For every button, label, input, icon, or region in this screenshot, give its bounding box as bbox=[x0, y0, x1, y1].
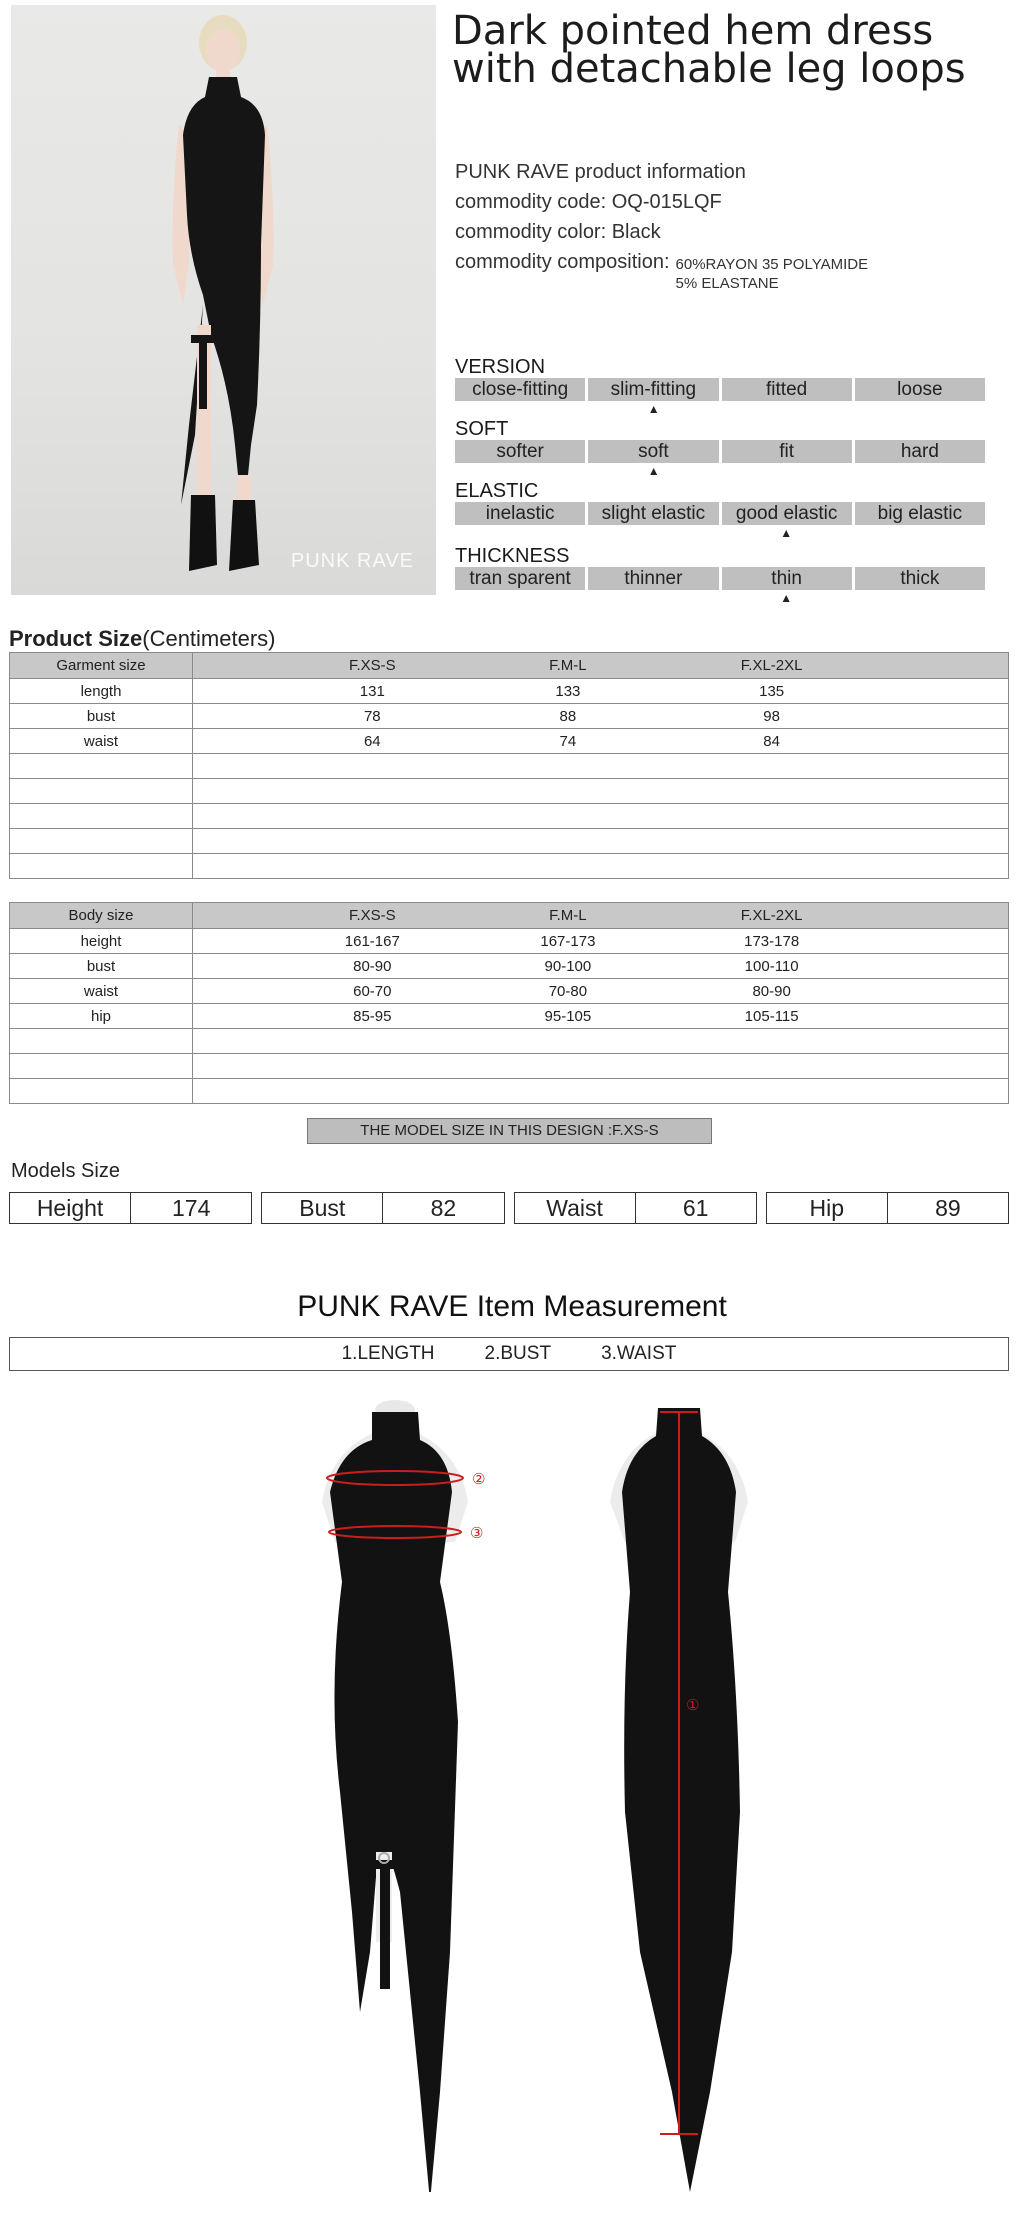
code-value: OQ-015LQF bbox=[611, 191, 722, 213]
empty-row bbox=[10, 754, 1009, 779]
table-cell: 105-115 bbox=[744, 1008, 799, 1025]
row-label: bust bbox=[10, 704, 193, 729]
table-cell: 133 bbox=[555, 683, 581, 700]
column-header: F.XL-2XL bbox=[740, 657, 803, 674]
commodity-composition bbox=[455, 247, 868, 293]
attr-option: tran sparent bbox=[455, 567, 585, 590]
model-hip bbox=[766, 1192, 1009, 1224]
table-cell: 70-80 bbox=[548, 983, 588, 1000]
dress-back bbox=[610, 1408, 748, 2192]
attr-option: inelastic bbox=[455, 502, 585, 525]
table-header: Garment size bbox=[10, 653, 193, 679]
table-row bbox=[10, 704, 1009, 729]
row-label: length bbox=[10, 679, 193, 704]
attr-option: fit bbox=[722, 440, 852, 463]
attr-option: softer bbox=[455, 440, 585, 463]
column-header: F.M-L bbox=[549, 907, 587, 924]
model-value: 89 bbox=[935, 1195, 961, 1221]
measurement-title: PUNK RAVE Item Measurement bbox=[297, 1290, 727, 1323]
attr-option: good elastic bbox=[722, 502, 852, 525]
table-row bbox=[10, 679, 1009, 704]
attr-option: hard bbox=[855, 440, 985, 463]
model-illustration bbox=[11, 5, 436, 595]
code-label: commodity code: bbox=[455, 191, 607, 213]
empty-row bbox=[10, 829, 1009, 854]
attr-option: fitted bbox=[722, 378, 852, 401]
models-size-row bbox=[9, 1192, 1009, 1224]
model-label: Hip bbox=[767, 1193, 888, 1223]
attr-label: VERSION bbox=[455, 356, 546, 378]
row-label: hip bbox=[10, 1004, 193, 1029]
product-size-title bbox=[9, 626, 276, 652]
color-value: Black bbox=[611, 221, 661, 243]
table-cell: 98 bbox=[763, 708, 780, 725]
table-cell: 60-70 bbox=[353, 983, 392, 1000]
models-size-title: Models Size bbox=[11, 1160, 120, 1182]
column-header: F.XL-2XL bbox=[740, 907, 803, 924]
table-cell: 78 bbox=[363, 708, 381, 725]
attr-option: loose bbox=[855, 378, 985, 401]
legend-length: 1.LENGTH bbox=[341, 1343, 435, 1364]
model-label: Waist bbox=[515, 1193, 636, 1223]
attr-option: slight elastic bbox=[588, 502, 718, 525]
attr-option: thick bbox=[855, 567, 985, 590]
table-cell: 167-173 bbox=[540, 933, 596, 950]
attr-option: thinner bbox=[588, 567, 718, 590]
row-label: waist bbox=[10, 979, 193, 1004]
table-cell: 84 bbox=[763, 733, 780, 750]
attr-elastic bbox=[455, 480, 985, 539]
attr-option: slim-fitting bbox=[588, 378, 718, 401]
column-header: F.M-L bbox=[549, 657, 587, 674]
table-header-row bbox=[10, 653, 1009, 679]
model-value: 174 bbox=[172, 1195, 211, 1221]
info-heading: PUNK RAVE product information bbox=[455, 161, 746, 183]
legend-waist: 3.WAIST bbox=[601, 1343, 677, 1364]
watermark: PUNK RAVE bbox=[290, 550, 414, 572]
model-bust bbox=[261, 1192, 504, 1224]
table-cell: 90-100 bbox=[544, 958, 592, 975]
attr-label: SOFT bbox=[455, 418, 509, 440]
composition-line-2: 5% ELASTANE bbox=[675, 275, 779, 292]
legend-bust: 2.BUST bbox=[484, 1343, 552, 1364]
attr-option: soft bbox=[588, 440, 718, 463]
table-cell: 161-167 bbox=[344, 933, 400, 950]
model-height bbox=[9, 1192, 252, 1224]
attr-label: ELASTIC bbox=[455, 480, 539, 502]
table-cell: 80-90 bbox=[752, 983, 791, 1000]
composition-line-1: 60%RAYON 35 POLYAMIDE bbox=[675, 256, 869, 273]
body-size-table bbox=[9, 902, 1009, 1104]
table-cell: 135 bbox=[759, 683, 785, 700]
table-row bbox=[10, 954, 1009, 979]
empty-row bbox=[10, 1079, 1009, 1104]
selected-marker-icon: ▲ bbox=[780, 591, 793, 605]
table-row bbox=[10, 1004, 1009, 1029]
table-cell: 74 bbox=[559, 733, 577, 750]
table-header-row bbox=[10, 903, 1009, 929]
model-waist bbox=[514, 1192, 757, 1224]
waist-mark: ③ bbox=[470, 1525, 484, 1542]
model-size-banner: THE MODEL SIZE IN THIS DESIGN :F.XS-S bbox=[307, 1118, 712, 1144]
empty-row bbox=[10, 779, 1009, 804]
attr-version bbox=[455, 356, 985, 415]
empty-row bbox=[10, 1029, 1009, 1054]
table-cell: 88 bbox=[559, 708, 577, 725]
table-cell: 85-95 bbox=[353, 1008, 392, 1025]
table-row bbox=[10, 979, 1009, 1004]
attr-thickness bbox=[455, 545, 985, 604]
column-header: F.XS-S bbox=[348, 657, 396, 674]
column-header: F.XS-S bbox=[348, 907, 396, 924]
table-cell: 173-178 bbox=[744, 933, 800, 950]
empty-row bbox=[10, 854, 1009, 879]
table-cell: 80-90 bbox=[353, 958, 392, 975]
empty-row bbox=[10, 804, 1009, 829]
table-row bbox=[10, 929, 1009, 954]
model-label: Height bbox=[10, 1193, 131, 1223]
measurement-diagram bbox=[280, 1392, 800, 2192]
table-cell: 95-105 bbox=[544, 1008, 592, 1025]
table-row bbox=[10, 729, 1009, 754]
selected-marker-icon: ▲ bbox=[647, 464, 660, 478]
product-title: Dark pointed hem dress with detachable leg loops bbox=[452, 8, 966, 92]
model-label: Bust bbox=[262, 1193, 383, 1223]
garment-size-table bbox=[9, 652, 1009, 879]
attr-option: big elastic bbox=[855, 502, 985, 525]
model-value: 61 bbox=[682, 1195, 709, 1221]
color-label: commodity color: bbox=[455, 221, 607, 243]
attr-option: close-fitting bbox=[455, 378, 585, 401]
empty-row bbox=[10, 1054, 1009, 1079]
composition-value bbox=[676, 255, 869, 293]
selected-marker-icon: ▲ bbox=[647, 402, 660, 416]
measurement-legend bbox=[9, 1337, 1009, 1371]
composition-label: commodity composition: bbox=[455, 251, 670, 273]
model-value: 82 bbox=[430, 1195, 457, 1221]
commodity-code bbox=[455, 187, 868, 217]
row-label: height bbox=[10, 929, 193, 954]
row-label: waist bbox=[10, 729, 193, 754]
table-cell: 64 bbox=[363, 733, 381, 750]
table-cell: 131 bbox=[359, 683, 385, 700]
attr-label: THICKNESS bbox=[455, 545, 570, 567]
attr-option: thin bbox=[722, 567, 852, 590]
table-header: Body size bbox=[10, 903, 193, 929]
table-cell: 100-110 bbox=[744, 958, 799, 975]
length-mark: ① bbox=[686, 1697, 700, 1714]
selected-marker-icon: ▲ bbox=[780, 526, 793, 540]
product-info bbox=[455, 157, 868, 293]
product-size-unit: (Centimeters) bbox=[142, 626, 276, 651]
product-size-title-bold: Product Size bbox=[9, 626, 143, 651]
bust-mark: ② bbox=[472, 1471, 486, 1488]
row-label: bust bbox=[10, 954, 193, 979]
model-photo bbox=[11, 5, 436, 595]
attr-soft bbox=[455, 418, 985, 477]
dress-front bbox=[322, 1400, 485, 2192]
commodity-color bbox=[455, 217, 868, 247]
